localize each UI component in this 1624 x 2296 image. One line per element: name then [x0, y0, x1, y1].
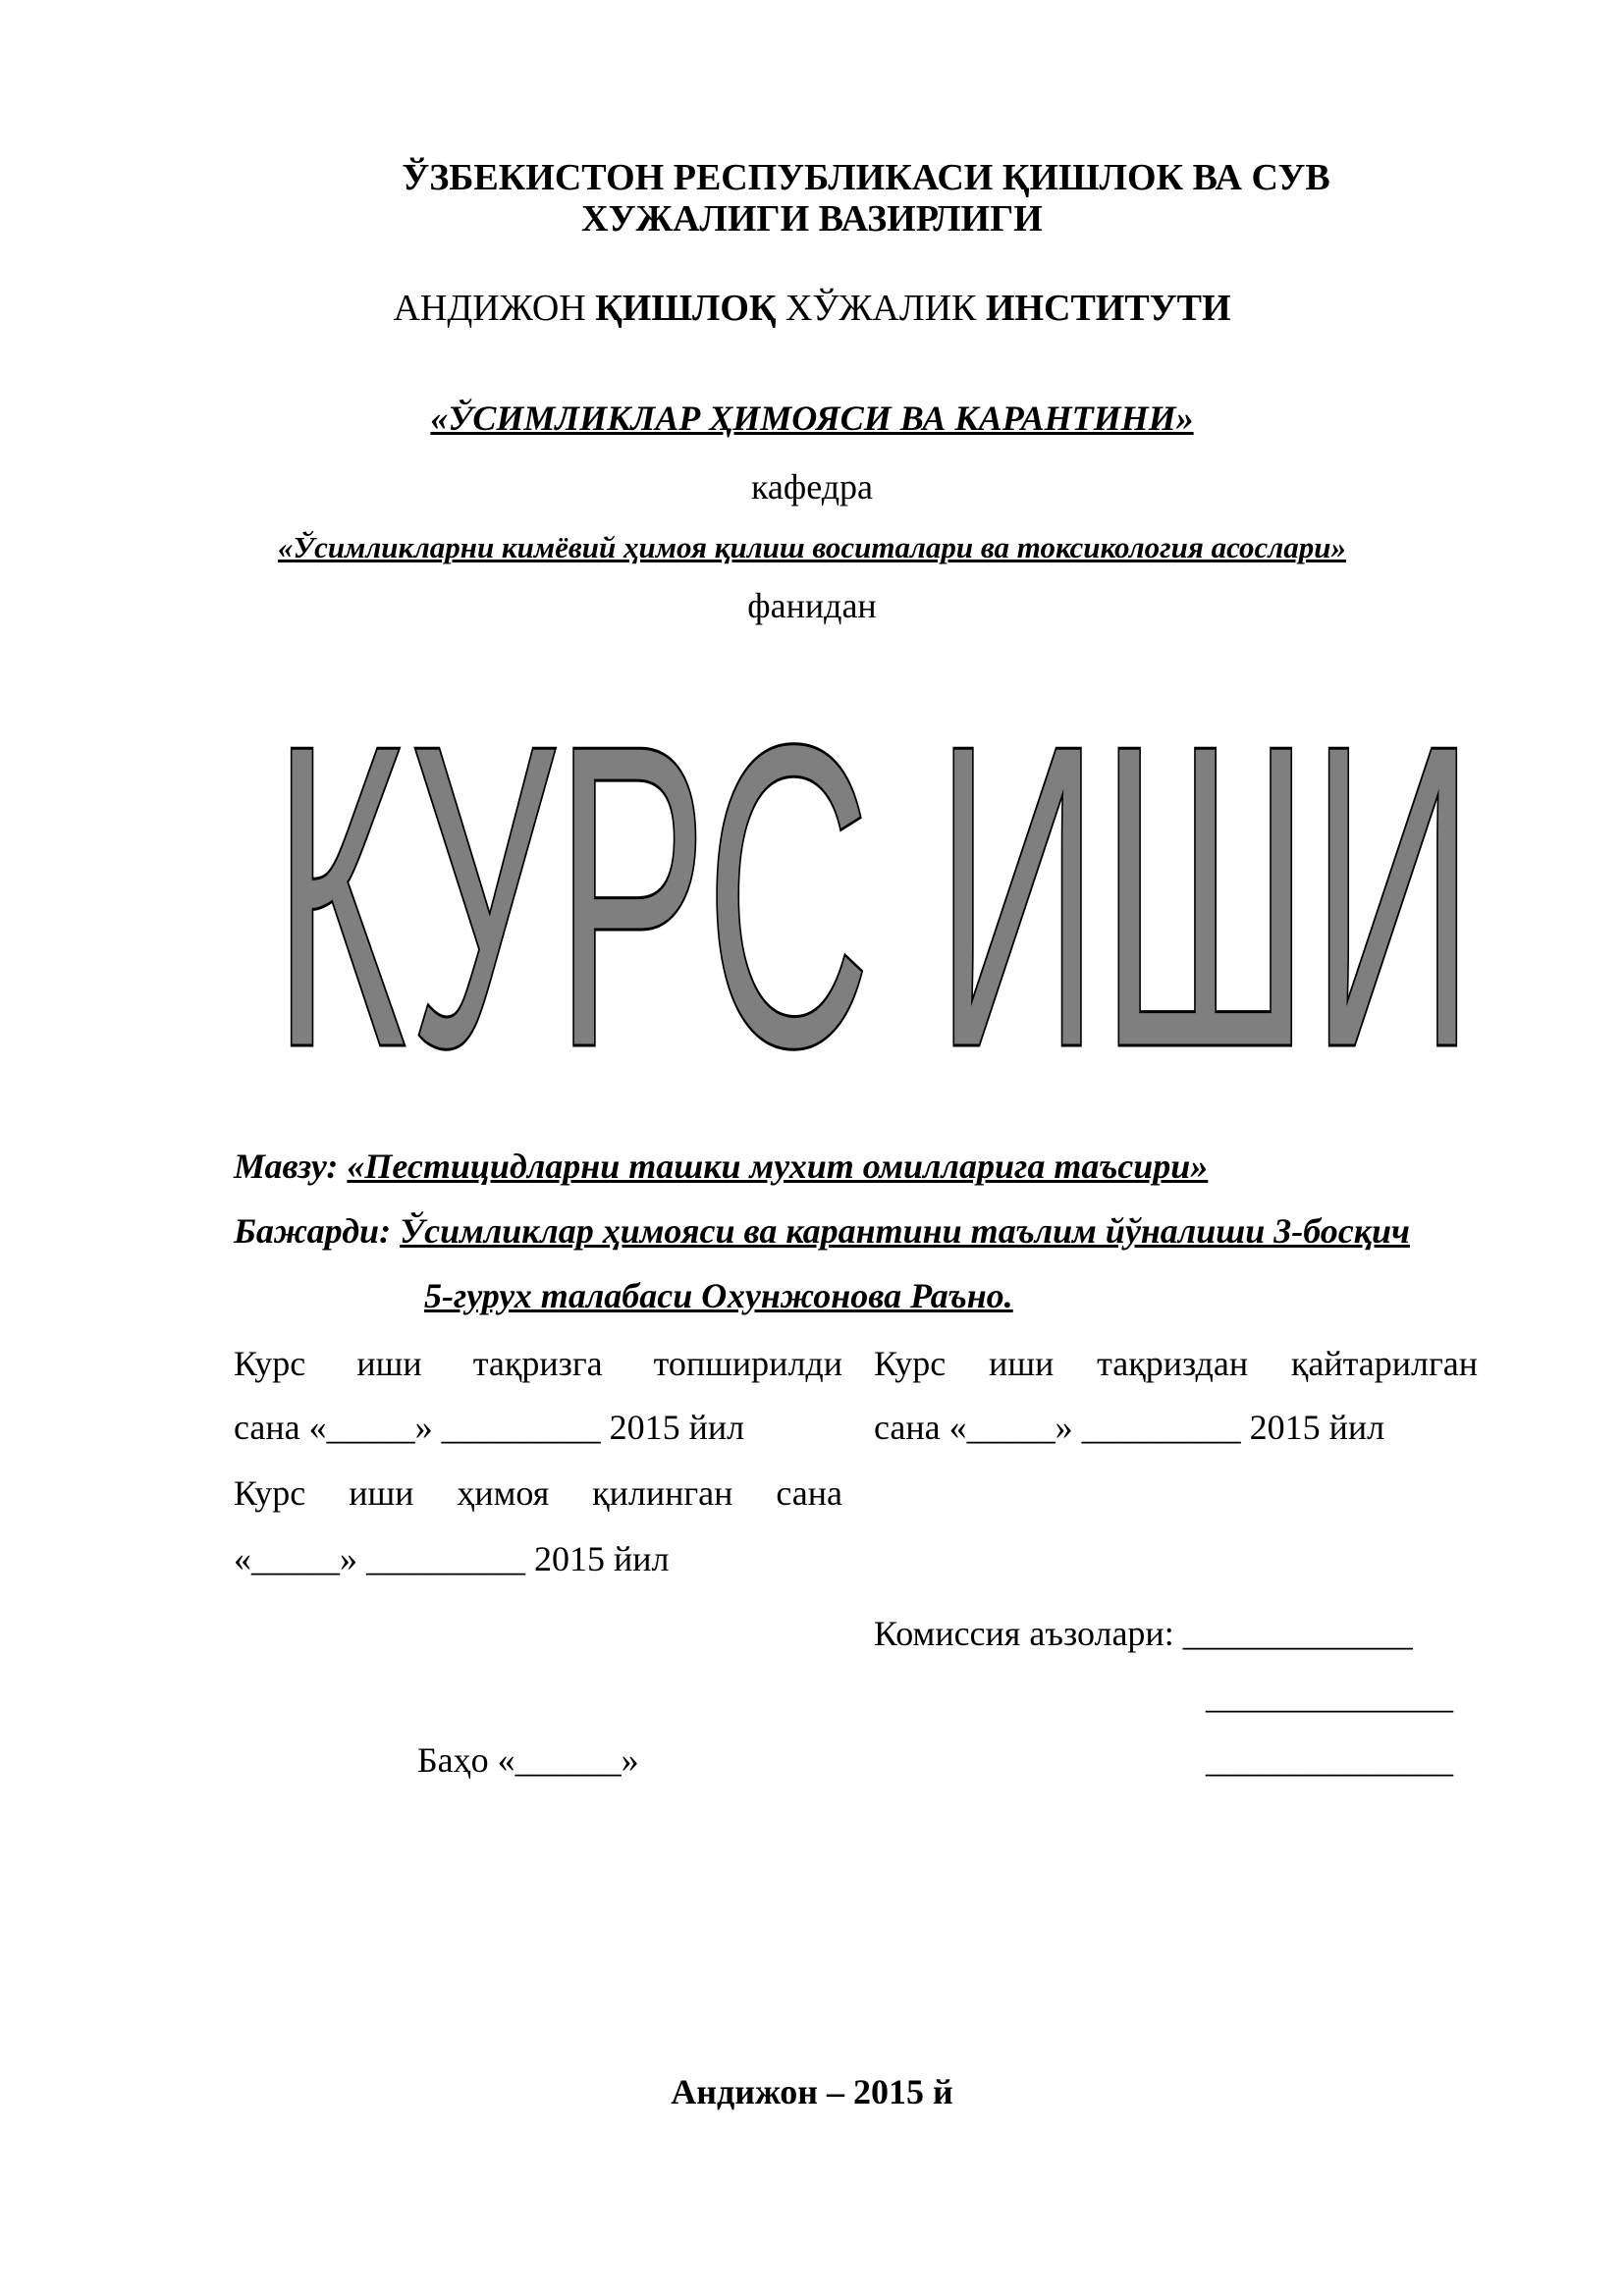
submitted-word: топширилди — [653, 1344, 842, 1383]
done-by-value-1: Ўсимликлар ҳимояси ва карантини таълим йўналиши 3-босқич — [400, 1211, 1410, 1251]
done-by-line — [234, 1210, 1410, 1252]
topic-label: Мавзу: — [234, 1147, 339, 1186]
ministry-line-2: ХУЖАЛИГИ ВАЗИРЛИГИ — [581, 198, 1043, 240]
returned-date: сана «_____» _________ 2015 йил — [874, 1408, 1385, 1447]
defended-word: сана — [776, 1473, 842, 1513]
institute-word-2: ХЎЖАЛИК — [776, 288, 986, 329]
defended-word: Курс — [234, 1473, 306, 1513]
submitted-word: иши — [356, 1344, 422, 1383]
grade-field: Баҳо «______» — [417, 1740, 639, 1780]
submitted-word: Курс — [234, 1344, 306, 1383]
ministry-name — [0, 157, 1624, 240]
defended-word: ҳимоя — [457, 1473, 550, 1513]
commission-signature-line: ______________ — [1206, 1677, 1453, 1716]
defended-word: иши — [349, 1473, 414, 1513]
ministry-line-1: ЎЗБЕКИСТОН РЕСПУБЛИКАСИ ҚИШЛОК ВА СУВ — [402, 157, 1330, 198]
footer-place-year: Андижон – 2015 й — [671, 2072, 953, 2111]
subject-name: «Ўсимликларни кимёвий ҳимоя қилиш воситалари ва токсикология асослари» — [278, 530, 1346, 564]
done-by-value-2: 5-гурух талабаси Охунжонова Раъно. — [424, 1276, 1013, 1315]
submitted-text — [234, 1343, 842, 1384]
defended-text — [234, 1472, 842, 1514]
course-work-title-text: КУРС ИШИ — [272, 707, 1476, 1060]
commission-signature-line: ______________ — [1206, 1740, 1453, 1780]
returned-word: тақриздан — [1097, 1344, 1249, 1383]
fanidan-label: фанидан — [747, 586, 877, 625]
commission-members: Комиссия аъзолари: _____________ — [874, 1614, 1413, 1653]
submitted-word: тақризга — [472, 1344, 603, 1383]
course-work-title — [265, 707, 1483, 1060]
institute-word-1: ҚИШЛОҚ — [595, 288, 777, 329]
defended-word: қилинган — [592, 1473, 733, 1513]
institute-city: АНДИЖОН — [393, 288, 596, 329]
institute-name — [0, 287, 1624, 330]
submitted-date: сана «_____» _________ 2015 йил — [234, 1408, 745, 1447]
returned-word: қайтарилган — [1290, 1344, 1478, 1383]
institute-word-3: ИНСТИТУТИ — [985, 288, 1231, 329]
topic-line — [234, 1146, 1208, 1187]
returned-word: Курс — [874, 1344, 947, 1383]
done-by-label: Бажарди: — [234, 1211, 392, 1251]
department-name: «ЎСИМЛИКЛАР ҲИМОЯСИ ВА КАРАНТИНИ» — [430, 399, 1194, 438]
returned-word: иши — [989, 1344, 1055, 1383]
kafedra-label: кафедра — [750, 467, 874, 507]
returned-text — [874, 1343, 1478, 1384]
defended-date: «_____» _________ 2015 йил — [234, 1539, 670, 1578]
topic-value: «Пестицидларни ташки мухит омилларига таъсири» — [347, 1147, 1209, 1186]
